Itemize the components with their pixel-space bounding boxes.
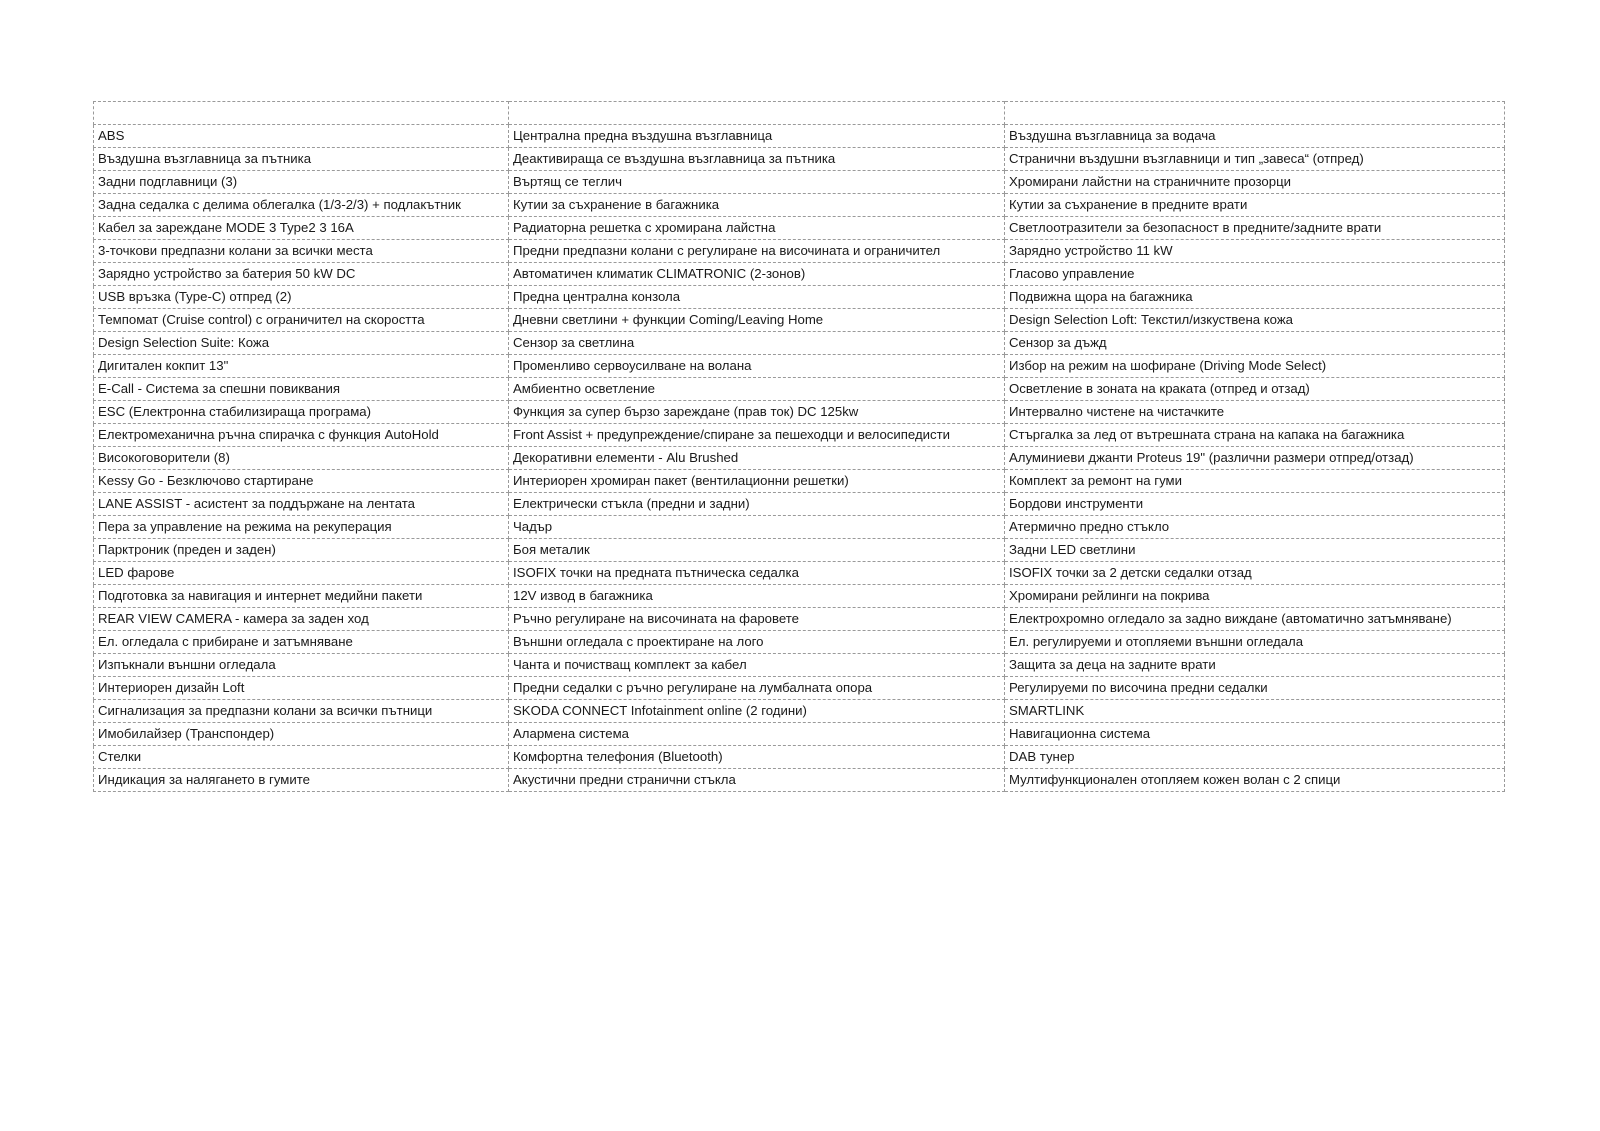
table-row	[94, 700, 1505, 723]
table-cell: USB връзка (Type-C) отпред (2)	[94, 286, 509, 309]
table-row	[94, 493, 1505, 516]
table-row	[94, 470, 1505, 493]
table-header-row	[94, 102, 1505, 125]
header-cell	[509, 102, 1005, 125]
table-cell: LANE ASSIST - асистент за поддържане на лентата	[94, 493, 509, 516]
table-cell: Функция за супер бързо зареждане (прав ток) DC 125kw	[509, 401, 1005, 424]
table-cell: Гласово управление	[1005, 263, 1505, 286]
table-cell: Чанта и почистващ комплект за кабел	[509, 654, 1005, 677]
table-cell: Комфортна телефония (Bluetooth)	[509, 746, 1005, 769]
table-cell: Парктроник (преден и заден)	[94, 539, 509, 562]
table-cell: Светлоотразители за безопасност в предните/задните врати	[1005, 217, 1505, 240]
table-cell: Индикация за налягането в гумите	[94, 769, 509, 792]
table-cell: Design Selection Loft: Текстил/изкуствена кожа	[1005, 309, 1505, 332]
table-cell: Пера за управление на режима на рекуперация	[94, 516, 509, 539]
table-row	[94, 631, 1505, 654]
table-row	[94, 723, 1505, 746]
table-cell: Имобилайзер (Транспондер)	[94, 723, 509, 746]
table-row	[94, 263, 1505, 286]
table-cell: Навигационна система	[1005, 723, 1505, 746]
table-cell: Електрохромно огледало за задно виждане (автоматично затъмняване)	[1005, 608, 1505, 631]
table-row	[94, 332, 1505, 355]
table-row	[94, 769, 1505, 792]
table-cell: 3-точкови предпазни колани за всички места	[94, 240, 509, 263]
table-cell: Подготовка за навигация и интернет медийни пакети	[94, 585, 509, 608]
table-cell: Променливо сервоусилване на волана	[509, 355, 1005, 378]
table-cell: Чадър	[509, 516, 1005, 539]
table-cell: Стелки	[94, 746, 509, 769]
table-cell: Радиаторна решетка с хромирана лайстна	[509, 217, 1005, 240]
table-cell: E-Call - Система за спешни повиквания	[94, 378, 509, 401]
table-cell: Подвижна щора на багажника	[1005, 286, 1505, 309]
table-cell: Front Assist + предупреждение/спиране за пешеходци и велосипедисти	[509, 424, 1005, 447]
table-cell: Декоративни елементи - Alu Brushed	[509, 447, 1005, 470]
table-cell: Зарядно устройство за батерия 50 kW DC	[94, 263, 509, 286]
table-cell: LED фарове	[94, 562, 509, 585]
table-cell: ISOFIX точки на предната пътническа седалка	[509, 562, 1005, 585]
table-cell: Кутии за съхранение в предните врати	[1005, 194, 1505, 217]
table-row	[94, 677, 1505, 700]
table-row	[94, 516, 1505, 539]
table-row	[94, 401, 1505, 424]
table-cell: ISOFIX точки за 2 детски седалки отзад	[1005, 562, 1505, 585]
table-cell: Електрически стъкла (предни и задни)	[509, 493, 1005, 516]
table-cell: Предни предпазни колани с регулиране на височината и ограничител	[509, 240, 1005, 263]
table-cell: Сензор за дъжд	[1005, 332, 1505, 355]
table-cell: Стъргалка за лед от вътрешната страна на капака на багажника	[1005, 424, 1505, 447]
table-cell: REAR VIEW CAMERA - камера за заден ход	[94, 608, 509, 631]
table-cell: Бордови инструменти	[1005, 493, 1505, 516]
table-cell: Външни огледала с проектиране на лого	[509, 631, 1005, 654]
table-cell: Ел. регулируеми и отопляеми външни огледала	[1005, 631, 1505, 654]
table-cell: Сензор за светлина	[509, 332, 1005, 355]
table-row	[94, 125, 1505, 148]
table-cell: Интервално чистене на чистачките	[1005, 401, 1505, 424]
table-cell: Задни подглавници (3)	[94, 171, 509, 194]
table-cell: Ел. огледала с прибиране и затъмняване	[94, 631, 509, 654]
table-cell: Комплект за ремонт на гуми	[1005, 470, 1505, 493]
table-cell: Хромирани рейлинги на покрива	[1005, 585, 1505, 608]
equipment-table	[93, 101, 1505, 792]
equipment-table-body	[94, 102, 1505, 792]
table-row	[94, 148, 1505, 171]
table-row	[94, 608, 1505, 631]
table-cell: Интериорен хромиран пакет (вентилационни решетки)	[509, 470, 1005, 493]
table-cell: Странични въздушни възглавници и тип „завеса“ (отпред)	[1005, 148, 1505, 171]
table-row	[94, 585, 1505, 608]
table-cell: Алармена система	[509, 723, 1005, 746]
table-cell: Амбиентно осветление	[509, 378, 1005, 401]
table-cell: Мултифункционален отопляем кожен волан с 2 спици	[1005, 769, 1505, 792]
table-cell: Електромеханична ръчна спирачка с функция AutoHold	[94, 424, 509, 447]
table-row	[94, 539, 1505, 562]
table-cell: Боя металик	[509, 539, 1005, 562]
table-row	[94, 240, 1505, 263]
table-row	[94, 355, 1505, 378]
table-cell: Зарядно устройство 11 kW	[1005, 240, 1505, 263]
table-cell: Кабел за зареждане MODE 3 Type2 3 16A	[94, 217, 509, 240]
table-cell: Design Selection Suite: Кожа	[94, 332, 509, 355]
table-row	[94, 378, 1505, 401]
table-row	[94, 171, 1505, 194]
table-cell: Дневни светлини + функции Coming/Leaving Home	[509, 309, 1005, 332]
table-cell: Задна седалка с делима облегалка (1/3-2/3) + подлакътник	[94, 194, 509, 217]
table-cell: Централна предна въздушна възглавница	[509, 125, 1005, 148]
table-cell: Ръчно регулиране на височината на фаровете	[509, 608, 1005, 631]
table-cell: SMARTLINK	[1005, 700, 1505, 723]
table-cell: ABS	[94, 125, 509, 148]
header-cell	[1005, 102, 1505, 125]
table-cell: Осветление в зоната на краката (отпред и отзад)	[1005, 378, 1505, 401]
table-cell: 12V извод в багажника	[509, 585, 1005, 608]
table-cell: Интериорен дизайн Loft	[94, 677, 509, 700]
table-row	[94, 286, 1505, 309]
table-cell: Кутии за съхранение в багажника	[509, 194, 1005, 217]
table-cell: Въздушна възглавница за пътника	[94, 148, 509, 171]
table-cell: SKODA CONNECT Infotainment online (2 години)	[509, 700, 1005, 723]
table-cell: Сигнализация за предпазни колани за всички пътници	[94, 700, 509, 723]
table-cell: Въртящ се теглич	[509, 171, 1005, 194]
table-cell: Предна централна конзола	[509, 286, 1005, 309]
table-row	[94, 424, 1505, 447]
table-cell: Въздушна възглавница за водача	[1005, 125, 1505, 148]
table-cell: Предни седалки с ръчно регулиране на лумбалната опора	[509, 677, 1005, 700]
table-cell: Изпъкнали външни огледала	[94, 654, 509, 677]
table-cell: Регулируеми по височина предни седалки	[1005, 677, 1505, 700]
table-cell: Алуминиеви джанти Proteus 19" (различни размери отпред/отзад)	[1005, 447, 1505, 470]
table-cell: Акустични предни странични стъкла	[509, 769, 1005, 792]
table-cell: Атермично предно стъкло	[1005, 516, 1505, 539]
table-cell: Задни LED светлини	[1005, 539, 1505, 562]
table-row	[94, 217, 1505, 240]
header-cell	[94, 102, 509, 125]
table-row	[94, 746, 1505, 769]
table-cell: Избор на режим на шофиране (Driving Mode Select)	[1005, 355, 1505, 378]
table-row	[94, 447, 1505, 470]
table-row	[94, 194, 1505, 217]
table-cell: Дигитален кокпит 13"	[94, 355, 509, 378]
table-row	[94, 654, 1505, 677]
table-cell: Хромирани лайстни на страничните прозорци	[1005, 171, 1505, 194]
table-cell: Темпомат (Cruise control) с ограничител на скоростта	[94, 309, 509, 332]
table-cell: Високоговорители (8)	[94, 447, 509, 470]
table-cell: DAB тунер	[1005, 746, 1505, 769]
table-row	[94, 562, 1505, 585]
table-cell: Деактивираща се въздушна възглавница за пътника	[509, 148, 1005, 171]
table-cell: ESC (Електронна стабилизираща програма)	[94, 401, 509, 424]
table-cell: Kessy Go - Безключово стартиране	[94, 470, 509, 493]
equipment-sheet	[93, 101, 1504, 792]
table-row	[94, 309, 1505, 332]
table-cell: Защита за деца на задните врати	[1005, 654, 1505, 677]
table-cell: Автоматичен климатик CLIMATRONIC (2-зонов)	[509, 263, 1005, 286]
